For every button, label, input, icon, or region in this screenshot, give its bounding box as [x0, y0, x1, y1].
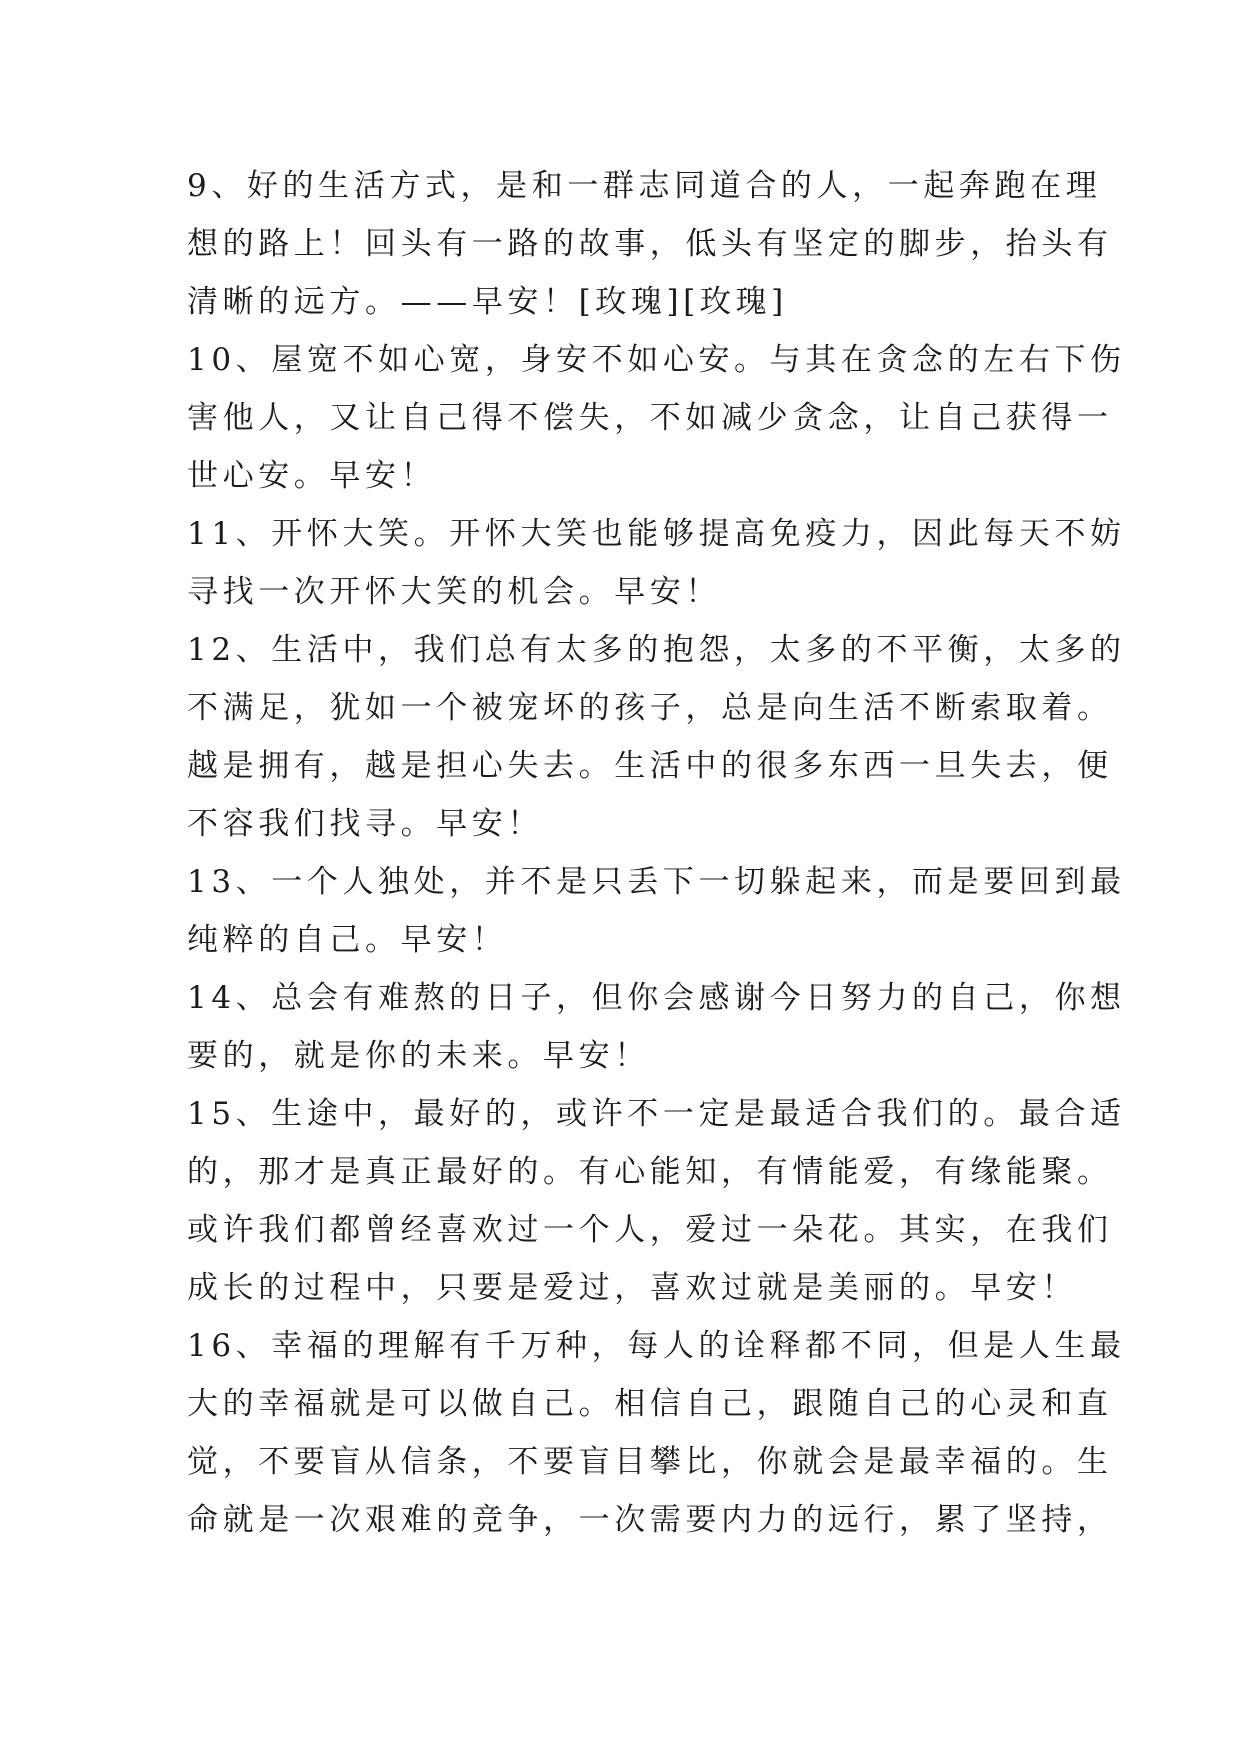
- text-line: 12、生活中，我们总有太多的抱怨，太多的不平衡，太多的: [187, 632, 1126, 668]
- text-line: 清晰的远方。——早安！[玫瑰][玫瑰]: [187, 284, 788, 320]
- text-line: 要的，就是你的未来。早安！: [187, 1038, 650, 1074]
- text-line: 的，那才是真正最好的。有心能知，有情能爱，有缘能聚。: [187, 1154, 1113, 1190]
- text-line: 命就是一次艰难的竞争，一次需要内力的远行，累了坚持，: [187, 1502, 1113, 1538]
- text-line: 大的幸福就是可以做自己。相信自己，跟随自己的心灵和直: [187, 1386, 1113, 1422]
- text-line: 越是拥有，越是担心失去。生活中的很多东西一旦失去，便: [187, 748, 1113, 784]
- document-body: [187, 157, 1126, 1549]
- text-line: 觉，不要盲从信条，不要盲目攀比，你就会是最幸福的。生: [187, 1444, 1113, 1480]
- text-line: 或许我们都曾经喜欢过一个人，爱过一朵花。其实，在我们: [187, 1212, 1113, 1248]
- text-line: 16、幸福的理解有千万种，每人的诠释都不同，但是人生最: [187, 1328, 1126, 1364]
- text-line: 想的路上！回头有一路的故事，低头有坚定的脚步，抬头有: [187, 226, 1113, 262]
- text-line: 10、屋宽不如心宽，身安不如心安。与其在贪念的左右下伤: [187, 342, 1126, 378]
- text-line: 14、总会有难熬的日子，但你会感谢今日努力的自己，你想: [187, 980, 1126, 1016]
- text-line: 世心安。早安！: [187, 458, 437, 494]
- text-line: 11、开怀大笑。开怀大笑也能够提高免疫力，因此每天不妨: [187, 516, 1126, 552]
- text-line: 13、一个人独处，并不是只丢下一切躲起来，而是要回到最: [187, 864, 1126, 900]
- text-line: 成长的过程中，只要是爱过，喜欢过就是美丽的。早安！: [187, 1270, 1077, 1306]
- text-line: 9、好的生活方式，是和一群志同道合的人，一起奔跑在理: [187, 168, 1102, 204]
- text-line: 15、生途中，最好的，或许不一定是最适合我们的。最合适: [187, 1096, 1126, 1132]
- text-line: 害他人，又让自己得不偿失，不如减少贪念，让自己获得一: [187, 400, 1113, 436]
- text-line: 不满足，犹如一个被宠坏的孩子，总是向生活不断索取着。: [187, 690, 1113, 726]
- text-line: 纯粹的自己。早安！: [187, 922, 508, 958]
- text-line: 寻找一次开怀大笑的机会。早安！: [187, 574, 721, 610]
- text-line: 不容我们找寻。早安！: [187, 806, 543, 842]
